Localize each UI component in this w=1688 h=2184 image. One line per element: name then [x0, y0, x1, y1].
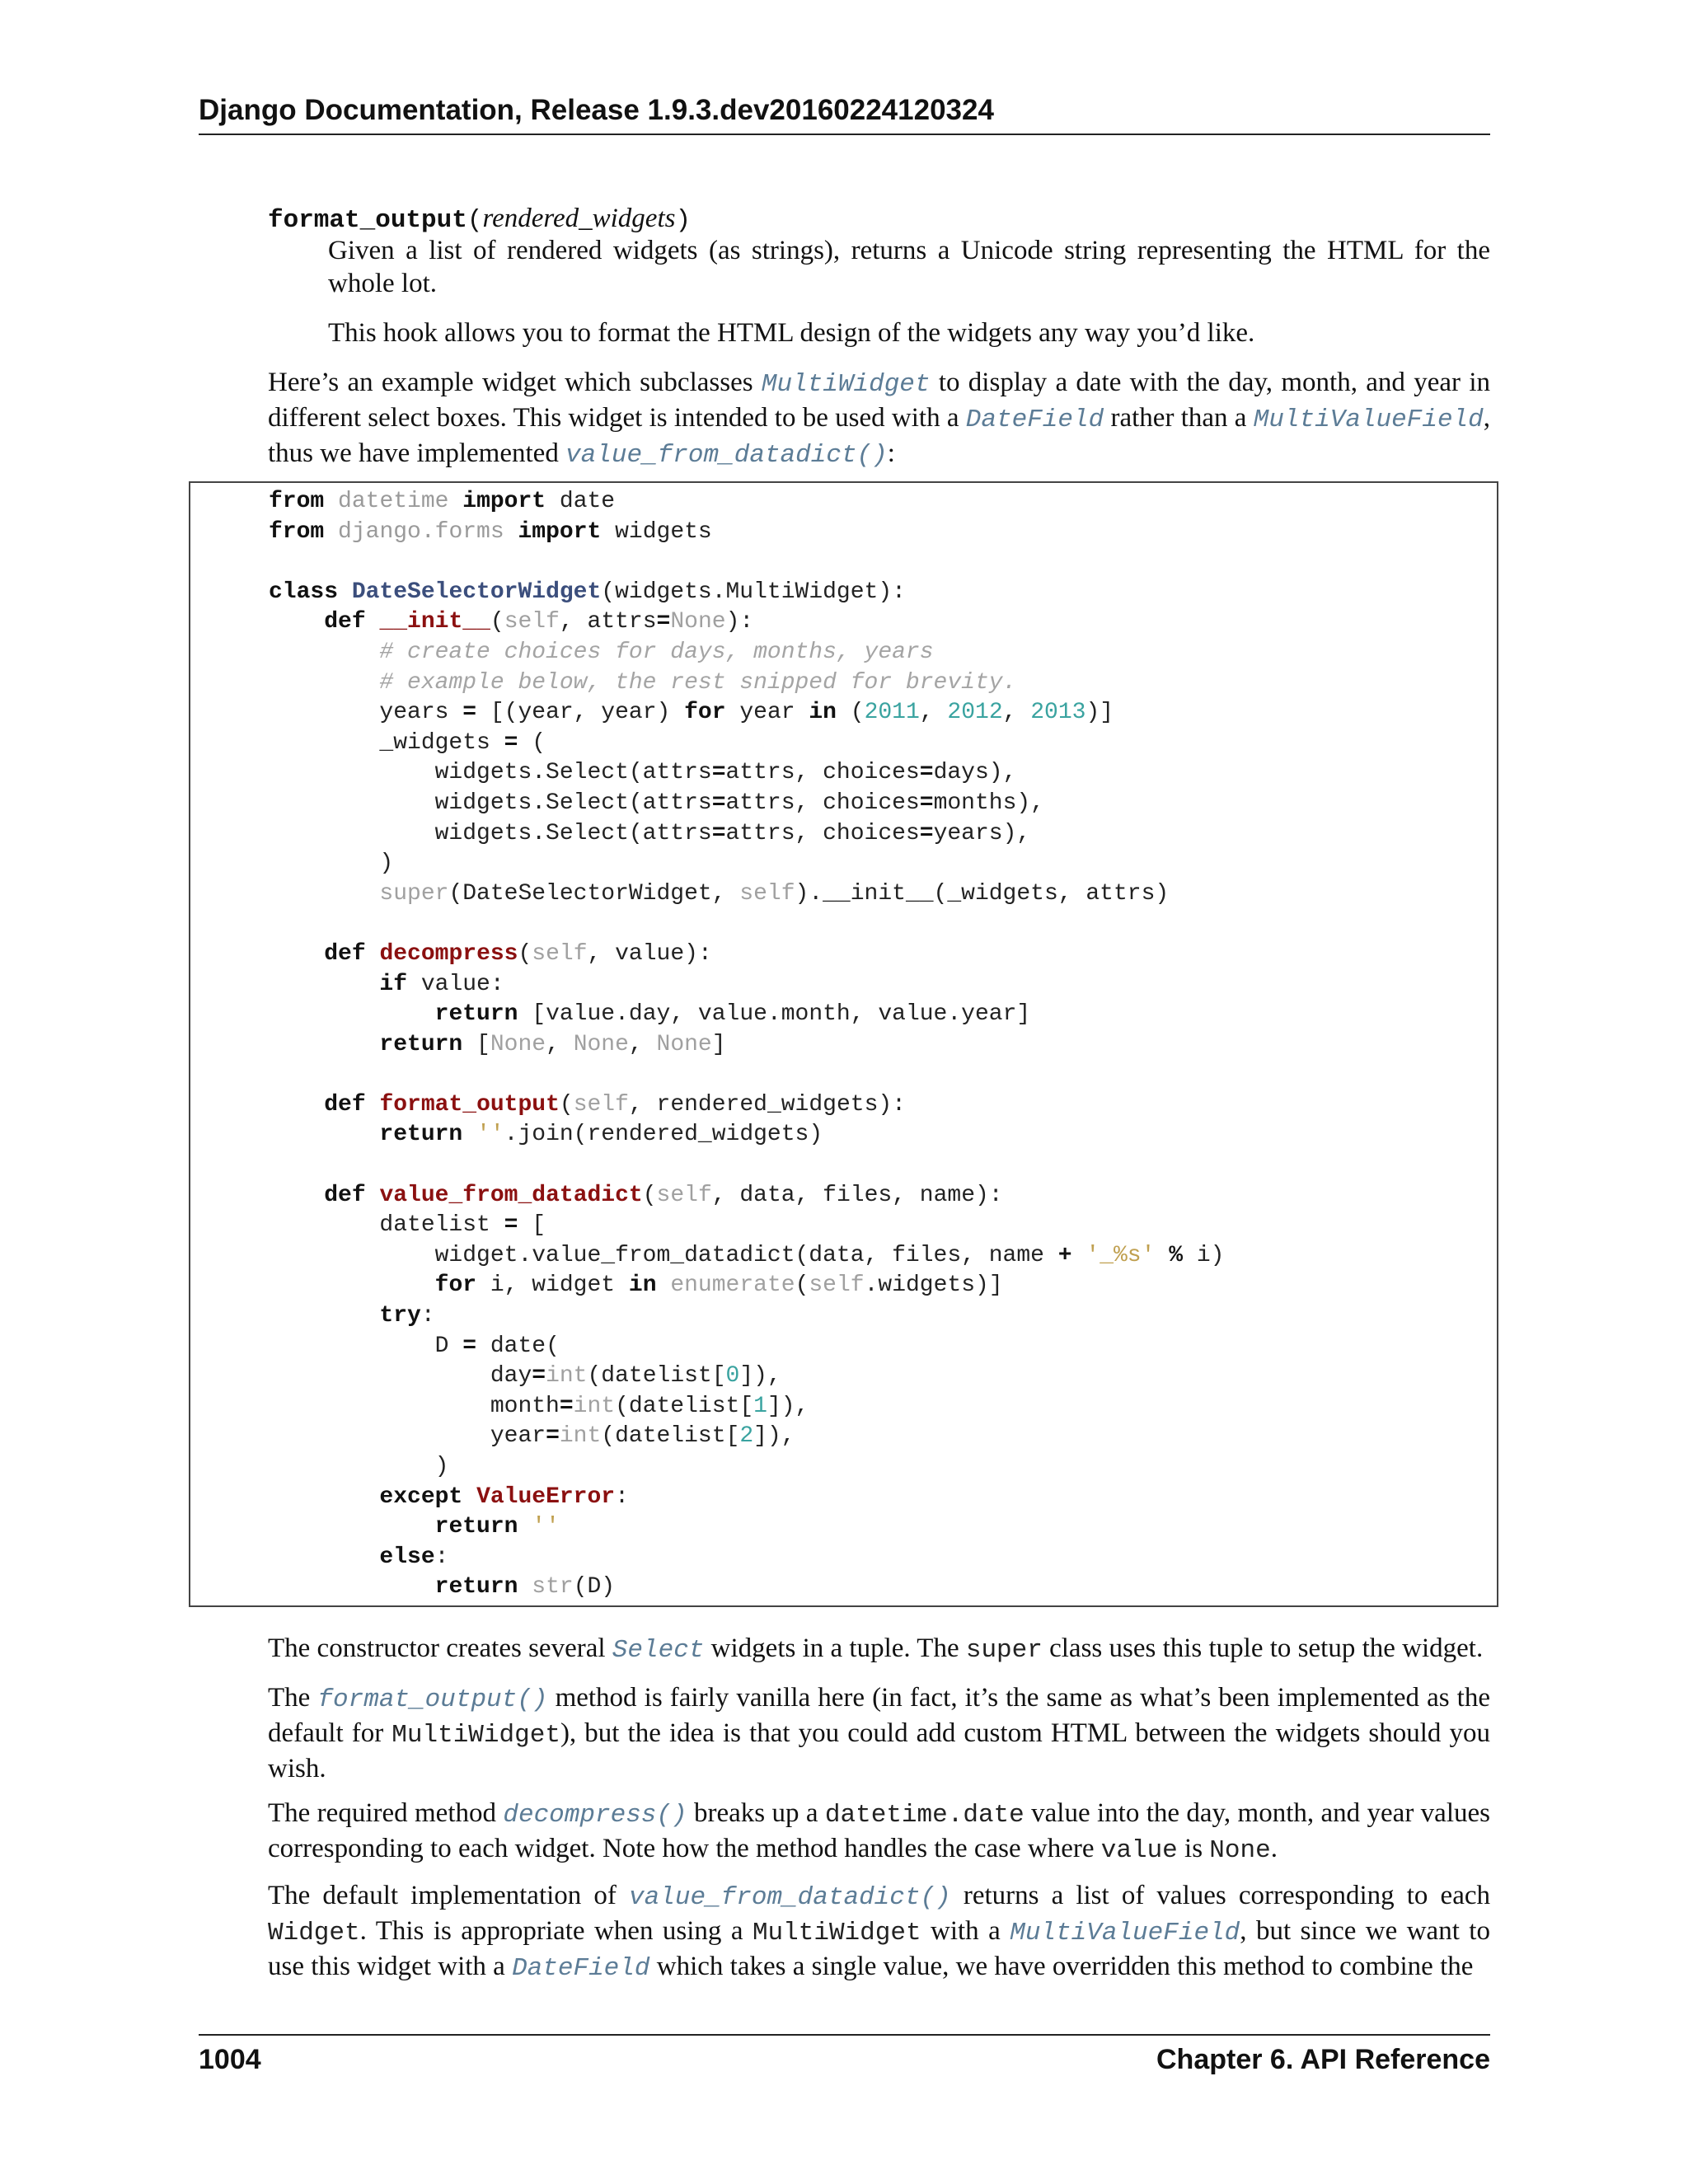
format-output-link[interactable]: format_output()	[317, 1685, 548, 1714]
format-output-paragraph: The format_output() method is fairly vanilla here (in fact, it’s the same as what’s been implemented as the default for MultiWidget), but the idea is that you could add custom HTML between the widgets should you wish.	[268, 1683, 1490, 1783]
multivaluefield-link[interactable]: MultiValueField	[1253, 405, 1484, 434]
running-footer	[199, 2034, 1490, 2077]
method-signature: format_output(rendered_widgets)	[268, 204, 692, 235]
default-impl-paragraph: The default implementation of value_from_datadict() returns a list of values corresponding to each Widget. This is appropriate when using a MultiWidget with a MultiValueField, but since we want to use this widget with a DateField which takes a single value, we have overridden this method to combine the	[268, 1881, 1490, 1983]
method-name: format_output	[268, 206, 467, 235]
multiwidget-literal-2: MultiWidget	[752, 1919, 921, 1947]
multiwidget-link[interactable]: MultiWidget	[761, 370, 931, 399]
method-description: Given a list of rendered widgets (as strings), returns a Unicode string representing the HTML for the whole lot.	[328, 236, 1490, 298]
none-literal: None	[1209, 1836, 1271, 1865]
chapter-title: Chapter 6. API Reference	[1156, 2044, 1490, 2075]
code-block	[189, 481, 1498, 1607]
value-from-datadict-link-2[interactable]: value_from_datadict()	[629, 1883, 951, 1912]
intro-paragraph: Here’s an example widget which subclasses MultiWidget to display a date with the day, month, and year in different select boxes. This widget is intended to be used with a DateField rather than a MultiValueField, thus we have implemented value_from_datadict():	[268, 368, 1491, 470]
datefield-link-2[interactable]: DateField	[512, 1954, 650, 1983]
code-listing: from datetime import date from django.forms import widgets class DateSelectorWidget(widgets.MultiWidget): def __init__(self, attrs=None): # create choices for days, months, years # example below, the rest snipped for brevity. years = [(year, year) for year in (2011, 2012, 2013)] _widgets = ( widgets.Select(attrs=attrs, choices=days), widgets.Select(attrs=attrs, choices=months), widgets.Select(attrs=attrs, choices=years), ) super(DateSelectorWidget, self).__init__(_widgets, attrs) def decompress(self, value): if value: return [value.day, value.month, value.year] return [None, None, None] def format_output(self, rendered_widgets): return ''.join(rendered_widgets) def value_from_datadict(self, data, files, name): datelist = [ widget.value_from_datadict(data, files, name + '_%s' % i) for i, widget in enumerate(self.widgets)] try: D = date( day=int(datelist[0]), month=int(datelist[1]), year=int(datelist[2]), ) except ValueError: return '' else: return str(D)	[269, 489, 1225, 1601]
widget-literal: Widget	[268, 1919, 360, 1947]
method-hook-note: This hook allows you to format the HTML design of the widgets any way you’d like.	[328, 318, 1255, 348]
super-literal: super	[965, 1636, 1043, 1665]
decompress-paragraph: The required method decompress() breaks up a datetime.date value into the day, month, and year values corresponding to each widget. Note how the method handles the case where value is None.	[268, 1798, 1490, 1865]
running-header	[199, 92, 1490, 135]
multiwidget-literal: MultiWidget	[392, 1721, 560, 1750]
value-literal: value	[1100, 1836, 1178, 1865]
multivaluefield-link-2[interactable]: MultiValueField	[1010, 1919, 1240, 1947]
datetime-date-literal: datetime.date	[824, 1801, 1025, 1830]
select-link[interactable]: Select	[612, 1636, 705, 1665]
datefield-link[interactable]: DateField	[965, 405, 1104, 434]
header-title: Django Documentation, Release 1.9.3.dev20160224120324	[199, 94, 994, 126]
method-arg: rendered_widgets	[482, 204, 676, 233]
decompress-link[interactable]: decompress()	[503, 1801, 687, 1830]
constructor-paragraph: The constructor creates several Select widgets in a tuple. The super class uses this tuple to setup the widget.	[268, 1633, 1484, 1665]
value-from-datadict-link[interactable]: value_from_datadict()	[565, 441, 888, 470]
page-number: 1004	[199, 2044, 261, 2075]
